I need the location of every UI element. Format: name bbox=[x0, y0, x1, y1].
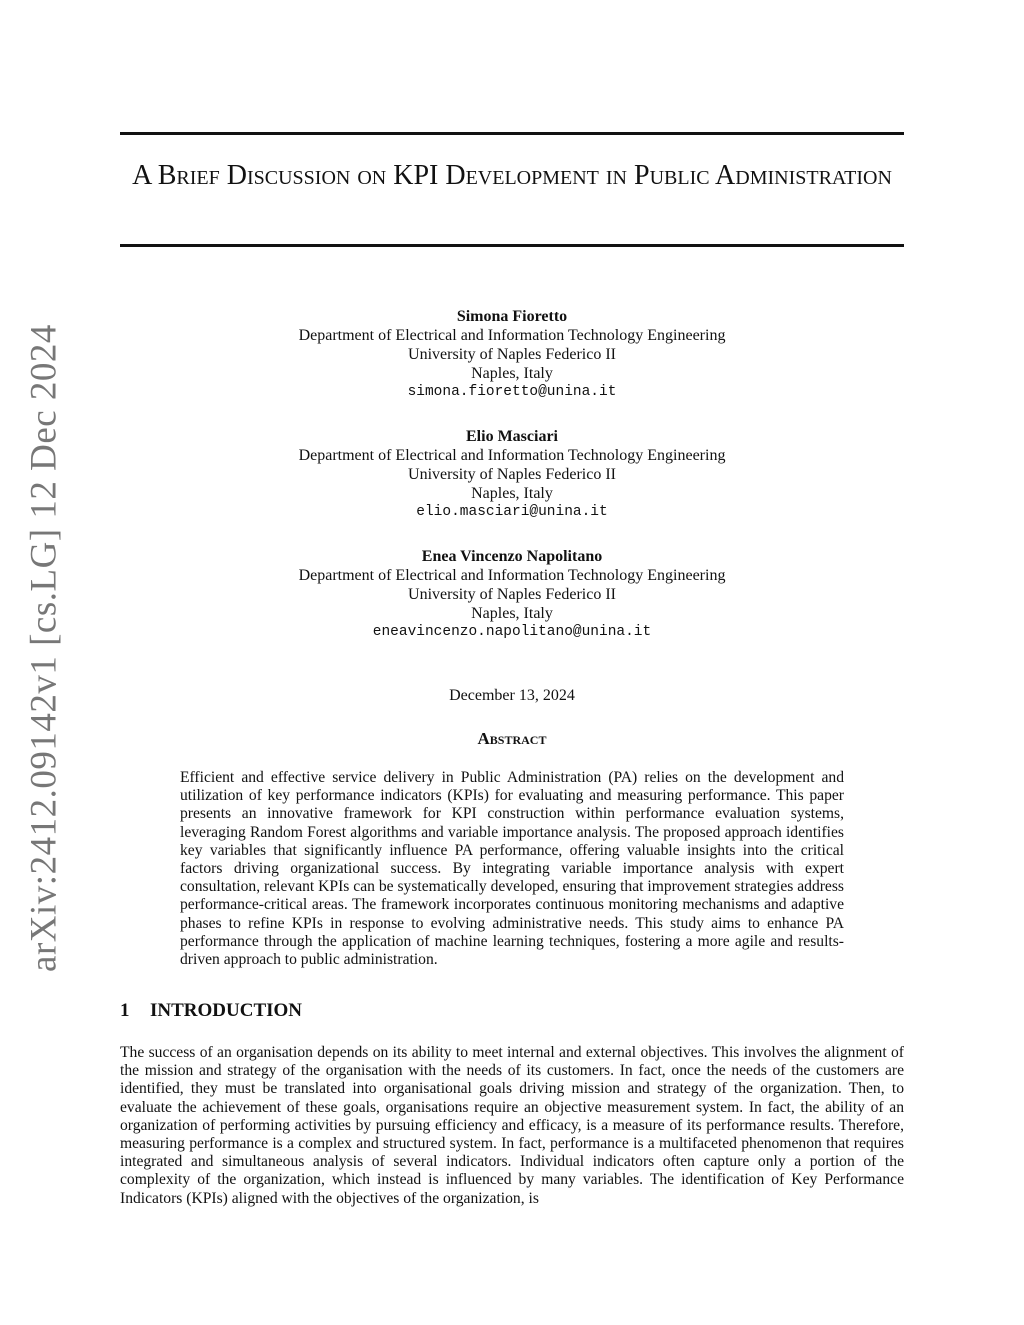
section-heading bbox=[120, 1000, 302, 1022]
section-number: 1 bbox=[120, 1000, 130, 1021]
author-department: Department of Electrical and Information Technology Engineering bbox=[298, 567, 726, 584]
introduction-text: The success of an organisation depends on its ability to meet internal and external objectives. This involves the alignment of the mission and strategy of the organisation with the needs of its customers. In fact, once the needs of the customers are identified, they must be translated into organisational goals driving mission and strategy of the organization. Then, to evaluate the achievement of these goals, organisations require an objective measurement system. In fact, the ability of an organization of performing activities by pursuing efficiency and efficacy, is a measure of its performance results. Therefore, measuring performance is a complex and structured system. In fact, performance is a multifaceted phenomenon that requires integrated and simultaneous analysis of several indicators. Individual indicators often capture only a portion of the complexity of the organization, which instead is influenced by many variables. The identification of Key Performance Indicators (KPIs) aligned with the objectives of the organization, is bbox=[120, 1044, 904, 1207]
paper-date: December 13, 2024 bbox=[449, 687, 575, 704]
author-university: University of Naples Federico II bbox=[408, 346, 616, 363]
author-entry bbox=[120, 427, 904, 522]
author-department: Department of Electrical and Information Technology Engineering bbox=[298, 327, 726, 344]
author-location: Naples, Italy bbox=[471, 365, 553, 382]
title-top-rule bbox=[120, 132, 904, 135]
author-university: University of Naples Federico II bbox=[408, 466, 616, 483]
author-entry bbox=[120, 307, 904, 402]
section-title: INTRODUCTION bbox=[150, 1000, 303, 1021]
abstract-text: Efficient and effective service delivery in Public Administration (PA) relies on the development and utilization of key performance indicators (KPIs) for evaluating and measuring performance. This paper presents an innovative framework for KPI construction within performance evaluation systems, leveraging Random Forest algorithms and variable importance analysis. The proposed approach identifies key variables that significantly influence PA performance, offering valuable insights into the critical factors driving organizational success. By integrating variable importance analysis with expert consultation, relevant KPIs can be systematically developed, ensuring that improvement strategies address performance-critical areas. The framework incorporates continuous monitoring mechanisms and adaptive phases to refine KPIs in response to evolving administrative needs. This study aims to enhance PA performance through the application of machine learning techniques, fostering a more agile and results-driven approach to public administration. bbox=[180, 769, 844, 969]
author-location: Naples, Italy bbox=[471, 485, 553, 502]
author-email[interactable]: simona.fioretto@unina.it bbox=[407, 384, 617, 400]
author-email[interactable]: eneavincenzo.napolitano@unina.it bbox=[372, 624, 652, 640]
author-department: Department of Electrical and Information Technology Engineering bbox=[298, 447, 726, 464]
author-name: Elio Masciari bbox=[466, 428, 558, 445]
abstract-heading: Abstract bbox=[477, 729, 547, 748]
arxiv-identifier: arXiv:2412.09142v1 [cs.LG] 12 Dec 2024 bbox=[23, 324, 65, 972]
author-name: Simona Fioretto bbox=[456, 308, 568, 325]
title-bottom-rule bbox=[120, 244, 904, 247]
author-block bbox=[120, 307, 904, 667]
author-name: Enea Vincenzo Napolitano bbox=[421, 548, 603, 565]
author-entry bbox=[120, 547, 904, 642]
author-email[interactable]: elio.masciari@unina.it bbox=[416, 504, 608, 520]
author-location: Naples, Italy bbox=[471, 605, 553, 622]
paper-title: A Brief Discussion on KPI Development in Public Administration bbox=[132, 160, 892, 191]
author-university: University of Naples Federico II bbox=[408, 586, 616, 603]
